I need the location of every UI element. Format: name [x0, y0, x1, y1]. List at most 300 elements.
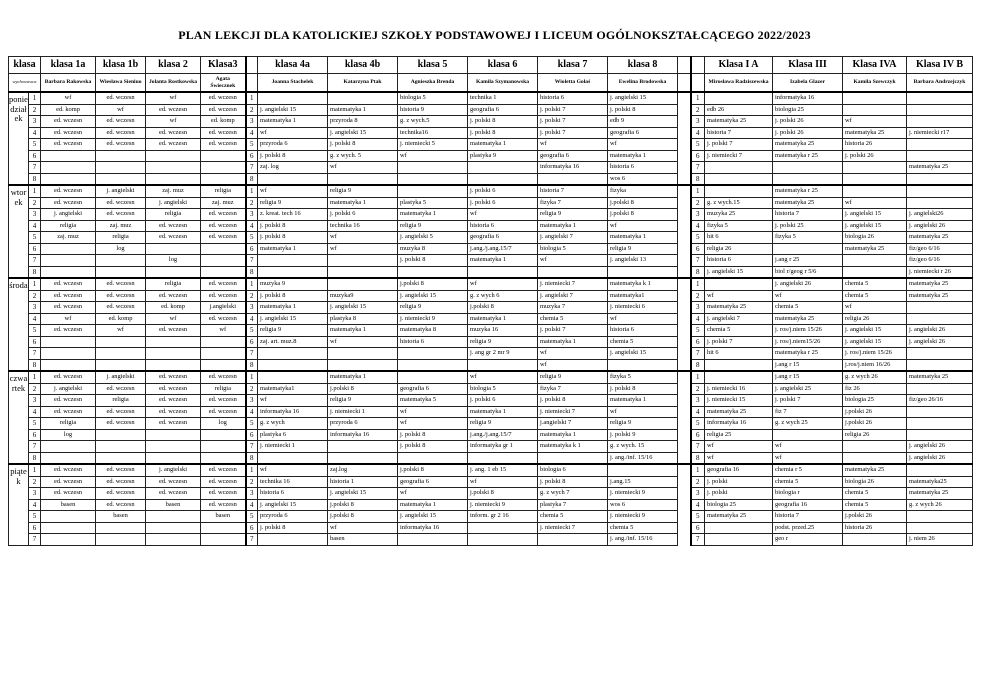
lesson-cell: hit 6: [705, 232, 773, 244]
column-gap: [678, 255, 691, 267]
column-gap: [678, 441, 691, 453]
lesson-cell: historia 1: [328, 476, 398, 488]
day-name: czwartek: [9, 371, 29, 464]
lesson-cell: j. ang gr 2 mr 9: [468, 348, 538, 360]
lesson-cell: j. polski 7: [538, 104, 608, 116]
lesson-cell: j. niemiecki 7: [538, 406, 608, 418]
lesson-cell: [146, 336, 201, 348]
lesson-cell: [41, 441, 96, 453]
column-gap: [678, 418, 691, 430]
lesson-cell: [843, 173, 907, 185]
period-number: 6: [246, 243, 258, 255]
lesson-cell: g. z wych. 5: [328, 150, 398, 162]
lesson-cell: matematyka 1: [258, 243, 328, 255]
column-gap: [678, 488, 691, 500]
lesson-cell: [201, 452, 246, 464]
lesson-cell: [258, 173, 328, 185]
lesson-cell: ed. wczesn: [41, 278, 96, 290]
lesson-cell: plastyka 5: [398, 197, 468, 209]
lesson-cell: ed. wczesn: [146, 476, 201, 488]
lesson-cell: j. angielski 15: [843, 209, 907, 221]
lesson-cell: ed. wczesn: [96, 290, 146, 302]
column-gap: [678, 371, 691, 383]
lesson-cell: j. polski 7: [705, 336, 773, 348]
lesson-cell: j. angielski 15: [398, 511, 468, 523]
lesson-cell: muzyka 8: [398, 243, 468, 255]
period-number: 5: [691, 325, 705, 337]
lesson-cell: [843, 185, 907, 197]
period-number: 2: [691, 290, 705, 302]
lesson-cell: matematyka 25: [705, 302, 773, 314]
lesson-cell: ed. komp: [96, 313, 146, 325]
period-number: 5: [246, 418, 258, 430]
lesson-cell: ed. wczesn: [201, 278, 246, 290]
lesson-cell: j. angielski 15: [258, 313, 328, 325]
lesson-cell: fizyka 7: [538, 197, 608, 209]
lesson-cell: plastyka 7: [538, 499, 608, 511]
lesson-cell: [907, 383, 973, 395]
period-number: 2: [29, 290, 41, 302]
lesson-cell: geografia 16: [773, 499, 843, 511]
lesson-cell: chemia 5: [843, 499, 907, 511]
lesson-cell: wf: [398, 418, 468, 430]
lesson-cell: j. polski 26: [773, 116, 843, 128]
lesson-cell: [41, 150, 96, 162]
lesson-cell: [41, 522, 96, 534]
period-number: 4: [246, 127, 258, 139]
lesson-cell: muzyka 25: [705, 209, 773, 221]
lesson-cell: [146, 243, 201, 255]
lesson-cell: matematyka 1: [398, 499, 468, 511]
period-number: 1: [29, 185, 41, 197]
period-number: 5: [29, 325, 41, 337]
lesson-cell: [843, 266, 907, 278]
lesson-cell: [773, 173, 843, 185]
lesson-cell: j. polski 6: [468, 197, 538, 209]
lesson-cell: religia 9: [468, 336, 538, 348]
lesson-cell: j. polski 8: [258, 150, 328, 162]
lesson-cell: [41, 243, 96, 255]
lesson-cell: wf: [328, 162, 398, 174]
lesson-cell: religia 26: [843, 313, 907, 325]
lesson-cell: matematyka r 25: [773, 185, 843, 197]
lesson-cell: matematyka r 25: [773, 348, 843, 360]
lesson-cell: zaj. art. muz.8: [258, 336, 328, 348]
period-number: 6: [29, 522, 41, 534]
lesson-cell: ed. wczesn: [41, 395, 96, 407]
lesson-cell: fizyka: [608, 185, 678, 197]
column-gap: [678, 74, 691, 93]
lesson-cell: wf: [41, 313, 96, 325]
period-number: 5: [29, 139, 41, 151]
lesson-cell: j. angielski: [146, 464, 201, 476]
period-number: 3: [246, 395, 258, 407]
lesson-cell: [201, 162, 246, 174]
lesson-cell: fiz/geo 6/16: [907, 255, 973, 267]
lesson-cell: j. polski 8: [258, 232, 328, 244]
period-number: 1: [29, 464, 41, 476]
teacher-3: Agata Świecznek: [201, 74, 246, 93]
lesson-cell: [258, 266, 328, 278]
day-name: wtorek: [9, 185, 29, 278]
teacher-4b: Katarzyna Ptak: [328, 74, 398, 93]
lesson-cell: [201, 266, 246, 278]
period-number: 1: [691, 92, 705, 104]
lesson-cell: j.polski 8: [328, 511, 398, 523]
lesson-cell: j. angielski 7: [538, 232, 608, 244]
period-number: 8: [691, 452, 705, 464]
period-number: 7: [691, 162, 705, 174]
period-number: 4: [691, 313, 705, 325]
lesson-cell: matematyka k 1: [608, 278, 678, 290]
lesson-cell: [398, 452, 468, 464]
period-number: 5: [29, 511, 41, 523]
lesson-cell: biologia 6: [538, 464, 608, 476]
period-number: 5: [691, 139, 705, 151]
lesson-cell: matematyka 25: [773, 197, 843, 209]
period-number: 4: [691, 499, 705, 511]
teacher-7: Wioletta Gołaś: [538, 74, 608, 93]
column-gap: [678, 325, 691, 337]
lesson-row: [9, 499, 973, 511]
teacher-iva: Kamila Szewczyk: [843, 74, 907, 93]
lesson-cell: religia 9: [328, 395, 398, 407]
lesson-cell: geografia 6: [608, 127, 678, 139]
lesson-cell: [398, 359, 468, 371]
lesson-cell: geografia 6: [398, 476, 468, 488]
lesson-cell: wf: [773, 290, 843, 302]
period-number: 5: [29, 418, 41, 430]
lesson-cell: j.polski 8: [608, 209, 678, 221]
lesson-cell: [907, 92, 973, 104]
period-number: 2: [691, 104, 705, 116]
lesson-cell: [258, 452, 328, 464]
lesson-cell: [258, 92, 328, 104]
period-number: 7: [691, 441, 705, 453]
period-number: 8: [29, 452, 41, 464]
lesson-cell: [146, 441, 201, 453]
period-number: 6: [29, 150, 41, 162]
lesson-cell: matematyka 25: [773, 313, 843, 325]
lesson-cell: j. angielski 26: [907, 336, 973, 348]
lesson-cell: [328, 452, 398, 464]
lesson-cell: ed. wczesn: [146, 418, 201, 430]
period-number: 4: [691, 127, 705, 139]
lesson-cell: log: [146, 255, 201, 267]
lesson-cell: zaj.log: [328, 464, 398, 476]
lesson-cell: religia: [96, 232, 146, 244]
lesson-cell: [328, 266, 398, 278]
lesson-cell: ed. wczesn: [96, 278, 146, 290]
lesson-cell: [146, 522, 201, 534]
lesson-cell: matematyka 5: [398, 395, 468, 407]
lesson-cell: j. angielski 7: [705, 313, 773, 325]
lesson-cell: [398, 534, 468, 546]
teacher-iii: Izabela Glazer: [773, 74, 843, 93]
lesson-cell: [843, 92, 907, 104]
lesson-cell: wf: [258, 395, 328, 407]
lesson-cell: g. z wych 7: [538, 488, 608, 500]
lesson-cell: ed. wczesn: [146, 290, 201, 302]
lesson-cell: inform. gr 2 16: [468, 511, 538, 523]
lesson-cell: historia 7: [538, 185, 608, 197]
lesson-cell: wf: [773, 441, 843, 453]
lesson-cell: matematyka 25: [907, 162, 973, 174]
lesson-cell: ed. wczesn: [96, 464, 146, 476]
lesson-cell: j. niemiecki 1: [328, 406, 398, 418]
lesson-cell: geo r: [773, 534, 843, 546]
lesson-cell: ed. wczesn: [201, 395, 246, 407]
column-gap: [678, 499, 691, 511]
lesson-cell: hit 6: [705, 348, 773, 360]
lesson-cell: [201, 441, 246, 453]
period-number: 6: [691, 336, 705, 348]
lesson-cell: wf: [146, 92, 201, 104]
lesson-cell: ed. wczesn: [96, 92, 146, 104]
teacher-5: Agnieszka Brenda: [398, 74, 468, 93]
lesson-cell: j. polski 6: [468, 395, 538, 407]
period-number: 4: [246, 406, 258, 418]
lesson-cell: wf: [258, 185, 328, 197]
lesson-cell: ed. wczesn: [146, 139, 201, 151]
lesson-cell: j.ang.15: [608, 476, 678, 488]
lesson-cell: j. polski: [705, 488, 773, 500]
lesson-cell: j. niemiecki 1: [258, 441, 328, 453]
lesson-cell: [907, 464, 973, 476]
lesson-cell: ed. wczesn: [96, 209, 146, 221]
lesson-cell: [907, 173, 973, 185]
lesson-cell: j.angielski 7: [538, 418, 608, 430]
lesson-cell: j. angielski 13: [608, 255, 678, 267]
period-number: 2: [29, 383, 41, 395]
period-number: 2: [691, 197, 705, 209]
period-col-header: [691, 57, 705, 74]
lesson-cell: j.polski 8: [398, 464, 468, 476]
lesson-cell: ed. wczesn: [41, 371, 96, 383]
lesson-cell: ed. wczesn: [41, 197, 96, 209]
lesson-cell: j.ang./j.ang.15/7: [468, 243, 538, 255]
lesson-cell: zaj. muz: [41, 232, 96, 244]
lesson-cell: j. angielski 7: [538, 290, 608, 302]
lesson-cell: j. polski 26: [773, 127, 843, 139]
lesson-cell: [146, 173, 201, 185]
lesson-cell: g. z wych 6: [468, 290, 538, 302]
lesson-cell: wf: [398, 406, 468, 418]
class-1b-header: klasa 1b: [96, 57, 146, 74]
lesson-cell: ed. wczesn: [41, 325, 96, 337]
lesson-cell: j.ros/j.niem 16/26: [843, 359, 907, 371]
lesson-cell: [538, 534, 608, 546]
lesson-cell: [907, 406, 973, 418]
period-number: 3: [691, 488, 705, 500]
lesson-cell: j. polski 9: [608, 429, 678, 441]
lesson-cell: [41, 452, 96, 464]
column-gap: [678, 209, 691, 221]
lesson-row: [9, 197, 973, 209]
lesson-cell: z. kreat. tech 16: [258, 209, 328, 221]
lesson-cell: wf: [705, 441, 773, 453]
teacher-6: Kamila Szymanowska: [468, 74, 538, 93]
lesson-cell: wf: [608, 220, 678, 232]
lesson-cell: zaj. muz: [96, 220, 146, 232]
lesson-cell: [96, 429, 146, 441]
lesson-cell: j. niemiecki 9: [468, 499, 538, 511]
lesson-cell: ed. wczesn: [201, 127, 246, 139]
lesson-cell: podst. przed.25: [773, 522, 843, 534]
lesson-cell: j. angielski 15: [843, 336, 907, 348]
period-number: 3: [29, 488, 41, 500]
lesson-row: [9, 92, 973, 104]
lesson-cell: [773, 162, 843, 174]
lesson-cell: [398, 185, 468, 197]
period-number: 8: [691, 266, 705, 278]
column-gap: [678, 406, 691, 418]
lesson-cell: historia 6: [608, 162, 678, 174]
lesson-cell: [96, 255, 146, 267]
lesson-cell: j. polski 6: [468, 185, 538, 197]
period-number: 7: [29, 348, 41, 360]
lesson-cell: [843, 441, 907, 453]
period-number: 4: [29, 313, 41, 325]
lesson-cell: j. polski 8: [468, 127, 538, 139]
period-number: 3: [691, 116, 705, 128]
lesson-cell: informatyka 16: [773, 92, 843, 104]
lesson-cell: wf: [468, 278, 538, 290]
lesson-cell: [538, 173, 608, 185]
lesson-cell: [608, 359, 678, 371]
lesson-cell: historia 6: [705, 255, 773, 267]
lesson-cell: j.polski 26: [843, 418, 907, 430]
day-name: poniedziałek: [9, 92, 29, 185]
column-gap: [678, 162, 691, 174]
lesson-cell: [201, 522, 246, 534]
column-gap: [678, 150, 691, 162]
lesson-cell: wf: [201, 325, 246, 337]
lesson-cell: j. polski 8: [608, 104, 678, 116]
lesson-cell: matematyka r 25: [773, 150, 843, 162]
lesson-cell: technika16: [398, 127, 468, 139]
lesson-cell: [201, 255, 246, 267]
lesson-row: [9, 429, 973, 441]
lesson-cell: wf: [538, 139, 608, 151]
lesson-row: [9, 511, 973, 523]
lesson-cell: [258, 371, 328, 383]
class-6-header: klasa 6: [468, 57, 538, 74]
lesson-cell: basen: [41, 499, 96, 511]
period-number: 7: [246, 255, 258, 267]
lesson-cell: historia 9: [398, 104, 468, 116]
lesson-cell: [96, 173, 146, 185]
lesson-cell: [41, 162, 96, 174]
period-number: 1: [691, 371, 705, 383]
lesson-cell: [201, 243, 246, 255]
lesson-cell: [468, 452, 538, 464]
lesson-cell: [41, 336, 96, 348]
lesson-cell: biologia 25: [705, 499, 773, 511]
lesson-cell: [608, 266, 678, 278]
class-3-header: Klasa3: [201, 57, 246, 74]
lesson-cell: j. angielski 25: [773, 383, 843, 395]
period-number: 3: [246, 116, 258, 128]
lesson-cell: matematyka 1: [328, 197, 398, 209]
column-gap: [678, 127, 691, 139]
lesson-cell: [146, 266, 201, 278]
lesson-cell: g. z wych. 15: [608, 441, 678, 453]
period-number: 6: [246, 429, 258, 441]
lesson-cell: chemia 5: [843, 278, 907, 290]
lesson-cell: matematyka 1: [538, 336, 608, 348]
lesson-cell: [258, 255, 328, 267]
lesson-cell: matematyka 1: [608, 150, 678, 162]
lesson-cell: j. angielski 15: [398, 290, 468, 302]
lesson-cell: j. angielski 15: [705, 266, 773, 278]
lesson-cell: [201, 534, 246, 546]
lesson-row: [9, 522, 973, 534]
lesson-cell: j. angielski 26: [907, 441, 973, 453]
lesson-cell: religia 26: [843, 429, 907, 441]
lesson-row: [9, 302, 973, 314]
lesson-cell: wf: [328, 243, 398, 255]
class-5-header: klasa 5: [398, 57, 468, 74]
period-number: 8: [691, 173, 705, 185]
lesson-cell: wf: [468, 209, 538, 221]
lesson-cell: [705, 278, 773, 290]
lesson-cell: matematyka 25: [907, 488, 973, 500]
column-gap: [678, 359, 691, 371]
lesson-cell: matematyka 1: [608, 395, 678, 407]
lesson-cell: religia: [201, 383, 246, 395]
lesson-cell: ed. wczesn: [201, 313, 246, 325]
lesson-cell: matematyka 1: [328, 325, 398, 337]
period-number: 8: [246, 452, 258, 464]
lesson-cell: j. polski 25: [773, 220, 843, 232]
lesson-cell: [705, 522, 773, 534]
period-number: 2: [246, 290, 258, 302]
lesson-cell: matematyka1: [258, 383, 328, 395]
period-number: 1: [691, 464, 705, 476]
lesson-cell: j. polski 8: [398, 255, 468, 267]
lesson-cell: matematyka 25: [907, 290, 973, 302]
period-number: 6: [246, 522, 258, 534]
lesson-cell: j.polski 8: [328, 499, 398, 511]
lesson-cell: ed. wczesn: [41, 476, 96, 488]
lesson-cell: przyroda 6: [258, 511, 328, 523]
lesson-cell: wf: [468, 476, 538, 488]
lesson-cell: matematyka 1: [328, 371, 398, 383]
lesson-cell: religia: [41, 220, 96, 232]
lesson-cell: j. polski 8: [398, 429, 468, 441]
lesson-row: [9, 162, 973, 174]
lesson-cell: historia 6: [398, 336, 468, 348]
lesson-row: [9, 418, 973, 430]
period-number: 4: [29, 127, 41, 139]
lesson-cell: [538, 452, 608, 464]
lesson-cell: wf: [843, 197, 907, 209]
lesson-cell: ed. wczesn: [201, 290, 246, 302]
lesson-row: [9, 325, 973, 337]
lesson-cell: matematyka 25: [705, 116, 773, 128]
lesson-cell: chemia 5: [843, 488, 907, 500]
lesson-cell: wos 6: [608, 499, 678, 511]
lesson-cell: [41, 348, 96, 360]
lesson-cell: informatyka 16: [328, 429, 398, 441]
lesson-cell: wf: [328, 232, 398, 244]
period-number: 1: [29, 278, 41, 290]
lesson-cell: [907, 197, 973, 209]
lesson-cell: ed. wczesn: [96, 406, 146, 418]
period-number: 7: [246, 534, 258, 546]
lesson-cell: biologia r: [773, 488, 843, 500]
